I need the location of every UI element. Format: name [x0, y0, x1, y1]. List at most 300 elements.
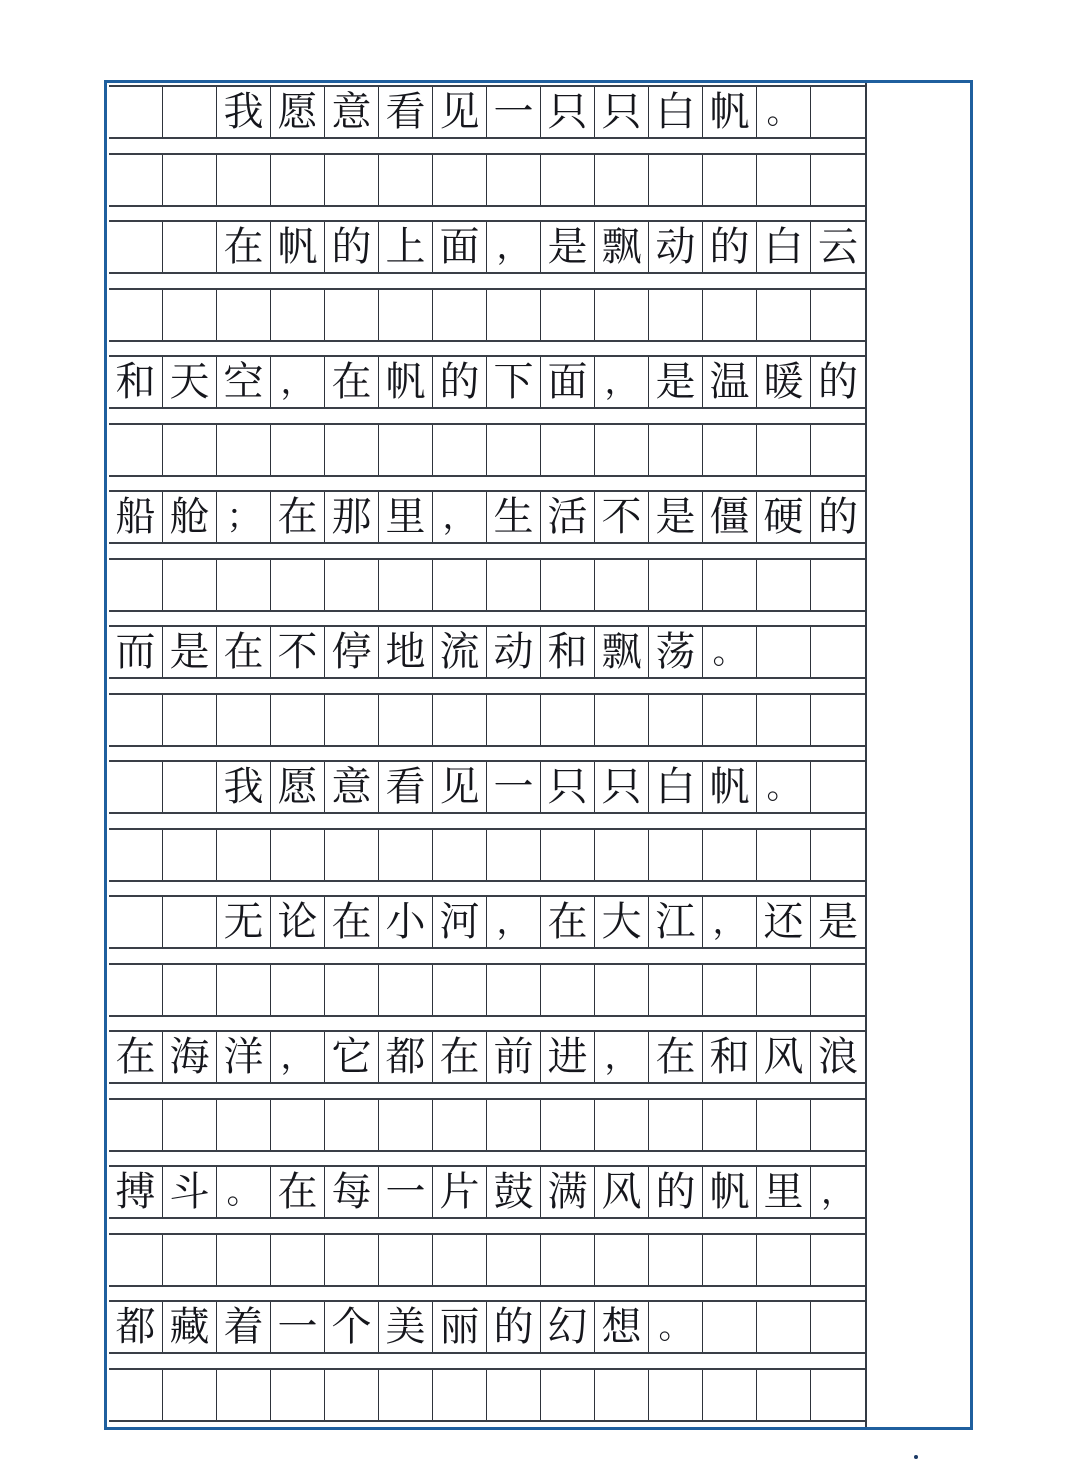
empty-cell [109, 1100, 163, 1150]
character-cell: 帆 [379, 357, 433, 407]
empty-cell [163, 222, 217, 272]
character-cell: 前 [487, 1032, 541, 1082]
empty-cell [541, 965, 595, 1015]
character-cell: 想 [595, 1302, 649, 1352]
character-cell: 和 [109, 357, 163, 407]
character-cell: 而 [109, 627, 163, 677]
empty-cell [811, 425, 865, 475]
empty-cell [703, 1370, 757, 1420]
character-cell: 动 [649, 222, 703, 272]
character-cell: 丽 [433, 1302, 487, 1352]
empty-cell [271, 1370, 325, 1420]
empty-cell [487, 965, 541, 1015]
character-cell: 白 [757, 222, 811, 272]
empty-cell [487, 290, 541, 340]
character-cell: 飘 [595, 222, 649, 272]
character-cell: 只 [595, 87, 649, 137]
character-cell: 无 [217, 897, 271, 947]
empty-cell [271, 290, 325, 340]
empty-cell [541, 695, 595, 745]
character-cell: 的 [325, 222, 379, 272]
empty-cell [487, 1235, 541, 1285]
character-cell: ， [271, 357, 325, 407]
empty-cell [541, 830, 595, 880]
grid-row [109, 760, 865, 814]
character-cell: 看 [379, 87, 433, 137]
empty-cell [595, 560, 649, 610]
empty-cell [325, 1370, 379, 1420]
empty-cell [163, 1235, 217, 1285]
character-cell: 帆 [703, 762, 757, 812]
character-cell: 鼓 [487, 1167, 541, 1217]
empty-cell [703, 560, 757, 610]
empty-cell [271, 695, 325, 745]
character-cell: 见 [433, 762, 487, 812]
empty-cell [433, 425, 487, 475]
character-cell: 是 [649, 492, 703, 542]
character-cell: 海 [163, 1032, 217, 1082]
grid-paper-sheet [104, 80, 973, 1430]
empty-cell [433, 965, 487, 1015]
empty-cell [325, 290, 379, 340]
character-cell: ， [487, 897, 541, 947]
empty-cell [325, 830, 379, 880]
character-cell: 地 [379, 627, 433, 677]
empty-cell [811, 87, 865, 137]
empty-cell [757, 830, 811, 880]
character-cell: ； [217, 492, 271, 542]
empty-cell [379, 830, 433, 880]
character-cell: 。 [757, 762, 811, 812]
grid-row [109, 963, 865, 1017]
character-cell: 见 [433, 87, 487, 137]
character-cell: 船 [109, 492, 163, 542]
empty-cell [541, 1100, 595, 1150]
character-cell: 白 [649, 87, 703, 137]
empty-cell [325, 1100, 379, 1150]
character-cell: 是 [163, 627, 217, 677]
empty-cell [325, 560, 379, 610]
grid-row [109, 220, 865, 274]
empty-cell [433, 695, 487, 745]
empty-cell [271, 560, 325, 610]
character-cell: 在 [325, 357, 379, 407]
empty-cell [433, 830, 487, 880]
character-cell: 的 [818, 494, 858, 540]
character-cell: 在 [649, 1032, 703, 1082]
character-cell: 搏 [109, 1167, 163, 1217]
empty-cell [595, 1370, 649, 1420]
empty-cell [325, 425, 379, 475]
empty-cell [271, 830, 325, 880]
character-cell: ， [595, 1032, 649, 1082]
empty-cell [649, 425, 703, 475]
grid-row [109, 288, 865, 342]
empty-cell [595, 1100, 649, 1150]
character-cell: 是 [818, 899, 858, 945]
empty-cell [217, 695, 271, 745]
character-cell: ， [487, 222, 541, 272]
empty-cell [379, 1100, 433, 1150]
character-cell: 不 [595, 492, 649, 542]
character-cell: 云 [818, 224, 858, 270]
empty-cell [163, 1370, 217, 1420]
empty-cell [703, 965, 757, 1015]
grid-row [109, 1098, 865, 1152]
character-cell: 的 [433, 357, 487, 407]
character-cell: 河 [433, 897, 487, 947]
character-cell: 。 [757, 87, 811, 137]
character-cell: 帆 [703, 87, 757, 137]
empty-cell [811, 1370, 865, 1420]
character-cell: 在 [271, 1167, 325, 1217]
empty-cell [703, 425, 757, 475]
character-cell: 进 [541, 1032, 595, 1082]
empty-cell [703, 1235, 757, 1285]
grid-row [109, 85, 865, 139]
right-margin-divider [865, 83, 867, 1427]
character-cell: 江 [649, 897, 703, 947]
character-cell: 。 [217, 1167, 271, 1217]
character-cell: 天 [163, 357, 217, 407]
empty-cell [379, 1370, 433, 1420]
character-cell: 论 [271, 897, 325, 947]
empty-cell [703, 830, 757, 880]
empty-cell [757, 965, 811, 1015]
empty-cell [271, 1100, 325, 1150]
character-cell: 。 [703, 627, 757, 677]
empty-cell [487, 1100, 541, 1150]
empty-cell [271, 1235, 325, 1285]
empty-cell [433, 1370, 487, 1420]
character-cell: 里 [757, 1167, 811, 1217]
empty-cell [487, 560, 541, 610]
empty-cell [703, 695, 757, 745]
character-cell: 每 [325, 1167, 379, 1217]
character-cell: 动 [487, 627, 541, 677]
character-cell: 看 [379, 762, 433, 812]
empty-cell [217, 830, 271, 880]
empty-cell [649, 695, 703, 745]
empty-cell [811, 695, 865, 745]
empty-cell [271, 155, 325, 205]
empty-cell [595, 155, 649, 205]
empty-cell [163, 425, 217, 475]
empty-cell [109, 965, 163, 1015]
empty-cell [217, 1370, 271, 1420]
empty-cell [487, 695, 541, 745]
empty-cell [757, 1302, 811, 1352]
empty-cell [379, 1235, 433, 1285]
empty-cell [433, 1100, 487, 1150]
empty-cell [487, 425, 541, 475]
character-cell: 在 [325, 897, 379, 947]
character-cell: 在 [541, 897, 595, 947]
character-cell: 藏 [163, 1302, 217, 1352]
character-cell: 它 [325, 1032, 379, 1082]
empty-cell [541, 290, 595, 340]
empty-cell [811, 290, 865, 340]
empty-cell [757, 1100, 811, 1150]
grid-row [109, 1368, 865, 1422]
empty-cell [595, 695, 649, 745]
empty-cell [163, 695, 217, 745]
grid-row [109, 490, 865, 544]
empty-cell [109, 155, 163, 205]
empty-cell [541, 425, 595, 475]
empty-cell [811, 1235, 865, 1285]
character-cell: 荡 [649, 627, 703, 677]
character-cell: 在 [217, 627, 271, 677]
empty-cell [109, 87, 163, 137]
empty-cell [757, 627, 811, 677]
empty-cell [109, 762, 163, 812]
empty-cell [163, 965, 217, 1015]
empty-cell [109, 290, 163, 340]
empty-cell [811, 1100, 865, 1150]
character-cell: 着 [217, 1302, 271, 1352]
character-cell: 那 [325, 492, 379, 542]
empty-cell [217, 425, 271, 475]
empty-cell [433, 155, 487, 205]
character-cell: 美 [379, 1302, 433, 1352]
character-cell: 流 [433, 627, 487, 677]
character-cell: 一 [271, 1302, 325, 1352]
character-cell: 僵 [703, 492, 757, 542]
character-cell: 只 [541, 762, 595, 812]
character-cell: 不 [271, 627, 325, 677]
character-cell: 只 [595, 762, 649, 812]
empty-cell [487, 1370, 541, 1420]
empty-cell [217, 1235, 271, 1285]
empty-cell [487, 155, 541, 205]
character-cell: 幻 [541, 1302, 595, 1352]
empty-cell [811, 830, 865, 880]
character-cell: 和 [703, 1032, 757, 1082]
empty-cell [595, 425, 649, 475]
empty-cell [487, 830, 541, 880]
empty-cell [595, 1235, 649, 1285]
grid-row [109, 355, 865, 409]
empty-cell [433, 1235, 487, 1285]
character-cell: 是 [649, 357, 703, 407]
empty-cell [703, 290, 757, 340]
empty-cell [379, 695, 433, 745]
grid-row [109, 153, 865, 207]
empty-cell [649, 290, 703, 340]
empty-cell [757, 1235, 811, 1285]
empty-cell [811, 762, 865, 812]
empty-cell [217, 965, 271, 1015]
character-cell: 一 [487, 762, 541, 812]
empty-cell [163, 830, 217, 880]
empty-cell [109, 830, 163, 880]
grid-row [109, 423, 865, 477]
character-cell: 风 [595, 1167, 649, 1217]
character-cell: 暖 [757, 357, 811, 407]
character-cell: 在 [271, 492, 325, 542]
character-cell: 片 [433, 1167, 487, 1217]
empty-cell [757, 1370, 811, 1420]
character-cell: 在 [433, 1032, 487, 1082]
character-cell: 还 [757, 897, 811, 947]
character-cell: 空 [217, 357, 271, 407]
character-cell: 面 [433, 222, 487, 272]
empty-cell [163, 762, 217, 812]
empty-cell [217, 560, 271, 610]
character-cell: 的 [818, 359, 858, 405]
character-cell: ， [703, 897, 757, 947]
empty-cell [595, 830, 649, 880]
character-cell: 一 [379, 1167, 433, 1217]
empty-cell [109, 897, 163, 947]
character-cell: 和 [541, 627, 595, 677]
character-cell: 一 [487, 87, 541, 137]
grid-row [109, 828, 865, 882]
empty-cell [703, 155, 757, 205]
empty-cell [811, 627, 865, 677]
grid-row [109, 625, 865, 679]
empty-cell [757, 560, 811, 610]
empty-cell [217, 155, 271, 205]
grid-row [109, 1233, 865, 1287]
empty-cell [109, 222, 163, 272]
character-cell: 风 [757, 1032, 811, 1082]
character-cell: 飘 [595, 627, 649, 677]
character-cell: 是 [541, 222, 595, 272]
grid-row [109, 1300, 865, 1354]
empty-cell [163, 155, 217, 205]
empty-cell [109, 695, 163, 745]
character-cell: 帆 [703, 1167, 757, 1217]
empty-cell [649, 560, 703, 610]
character-cell: 在 [109, 1032, 163, 1082]
character-cell: 下 [487, 357, 541, 407]
empty-cell [271, 425, 325, 475]
empty-cell [595, 290, 649, 340]
character-cell: 的 [649, 1167, 703, 1217]
empty-cell [811, 1302, 865, 1352]
character-cell: 浪 [818, 1034, 858, 1080]
character-cell: 都 [109, 1302, 163, 1352]
empty-cell [109, 1235, 163, 1285]
character-cell: 面 [541, 357, 595, 407]
empty-cell [649, 1100, 703, 1150]
empty-cell [649, 1235, 703, 1285]
empty-cell [379, 560, 433, 610]
character-cell: 我 [217, 762, 271, 812]
character-cell: 。 [649, 1302, 703, 1352]
empty-cell [163, 87, 217, 137]
character-cell: 生 [487, 492, 541, 542]
character-cell: 在 [217, 222, 271, 272]
empty-cell [379, 425, 433, 475]
character-cell: 愿 [271, 762, 325, 812]
character-cell: ， [271, 1032, 325, 1082]
empty-cell [217, 1100, 271, 1150]
empty-cell [163, 1100, 217, 1150]
grid-row [109, 1030, 865, 1084]
character-cell: 温 [703, 357, 757, 407]
empty-cell [379, 155, 433, 205]
empty-cell [649, 965, 703, 1015]
empty-cell [595, 965, 649, 1015]
empty-cell [757, 290, 811, 340]
empty-cell [703, 1100, 757, 1150]
character-cell: 都 [379, 1032, 433, 1082]
empty-cell [379, 290, 433, 340]
character-cell: 的 [703, 222, 757, 272]
ink-speck [914, 1455, 918, 1459]
empty-cell [757, 425, 811, 475]
character-cell: 活 [541, 492, 595, 542]
grid-row [109, 895, 865, 949]
character-cell: 大 [595, 897, 649, 947]
character-cell: 意 [325, 87, 379, 137]
empty-cell [649, 1370, 703, 1420]
character-cell: 洋 [217, 1032, 271, 1082]
character-cell: 我 [217, 87, 271, 137]
character-cell: 斗 [163, 1167, 217, 1217]
empty-cell [163, 290, 217, 340]
character-cell: 停 [325, 627, 379, 677]
empty-cell [109, 560, 163, 610]
empty-cell [757, 155, 811, 205]
empty-cell [325, 965, 379, 1015]
character-cell: 满 [541, 1167, 595, 1217]
empty-cell [325, 695, 379, 745]
empty-cell [271, 965, 325, 1015]
empty-cell [649, 830, 703, 880]
character-cell: 上 [379, 222, 433, 272]
character-cell: ， [433, 492, 487, 542]
empty-cell [163, 897, 217, 947]
grid-row [109, 1165, 865, 1219]
empty-cell [109, 425, 163, 475]
character-cell: 的 [487, 1302, 541, 1352]
character-cell: 愿 [271, 87, 325, 137]
character-cell: 个 [325, 1302, 379, 1352]
character-cell: 舱 [163, 492, 217, 542]
character-cell: 帆 [271, 222, 325, 272]
empty-cell [811, 560, 865, 610]
empty-cell [811, 155, 865, 205]
empty-cell [379, 965, 433, 1015]
character-cell: ， [595, 357, 649, 407]
character-cell: 硬 [757, 492, 811, 542]
character-cell: 意 [325, 762, 379, 812]
empty-cell [109, 1370, 163, 1420]
empty-cell [541, 560, 595, 610]
empty-cell [811, 965, 865, 1015]
grid-row [109, 558, 865, 612]
empty-cell [325, 155, 379, 205]
empty-cell [649, 155, 703, 205]
character-cell: ， [821, 1172, 855, 1212]
grid-row [109, 693, 865, 747]
empty-cell [541, 1370, 595, 1420]
empty-cell [217, 290, 271, 340]
empty-cell [325, 1235, 379, 1285]
empty-cell [757, 695, 811, 745]
empty-cell [163, 560, 217, 610]
empty-cell [703, 1302, 757, 1352]
character-cell: 白 [649, 762, 703, 812]
empty-cell [433, 290, 487, 340]
empty-cell [541, 1235, 595, 1285]
empty-cell [433, 560, 487, 610]
character-cell: 小 [379, 897, 433, 947]
